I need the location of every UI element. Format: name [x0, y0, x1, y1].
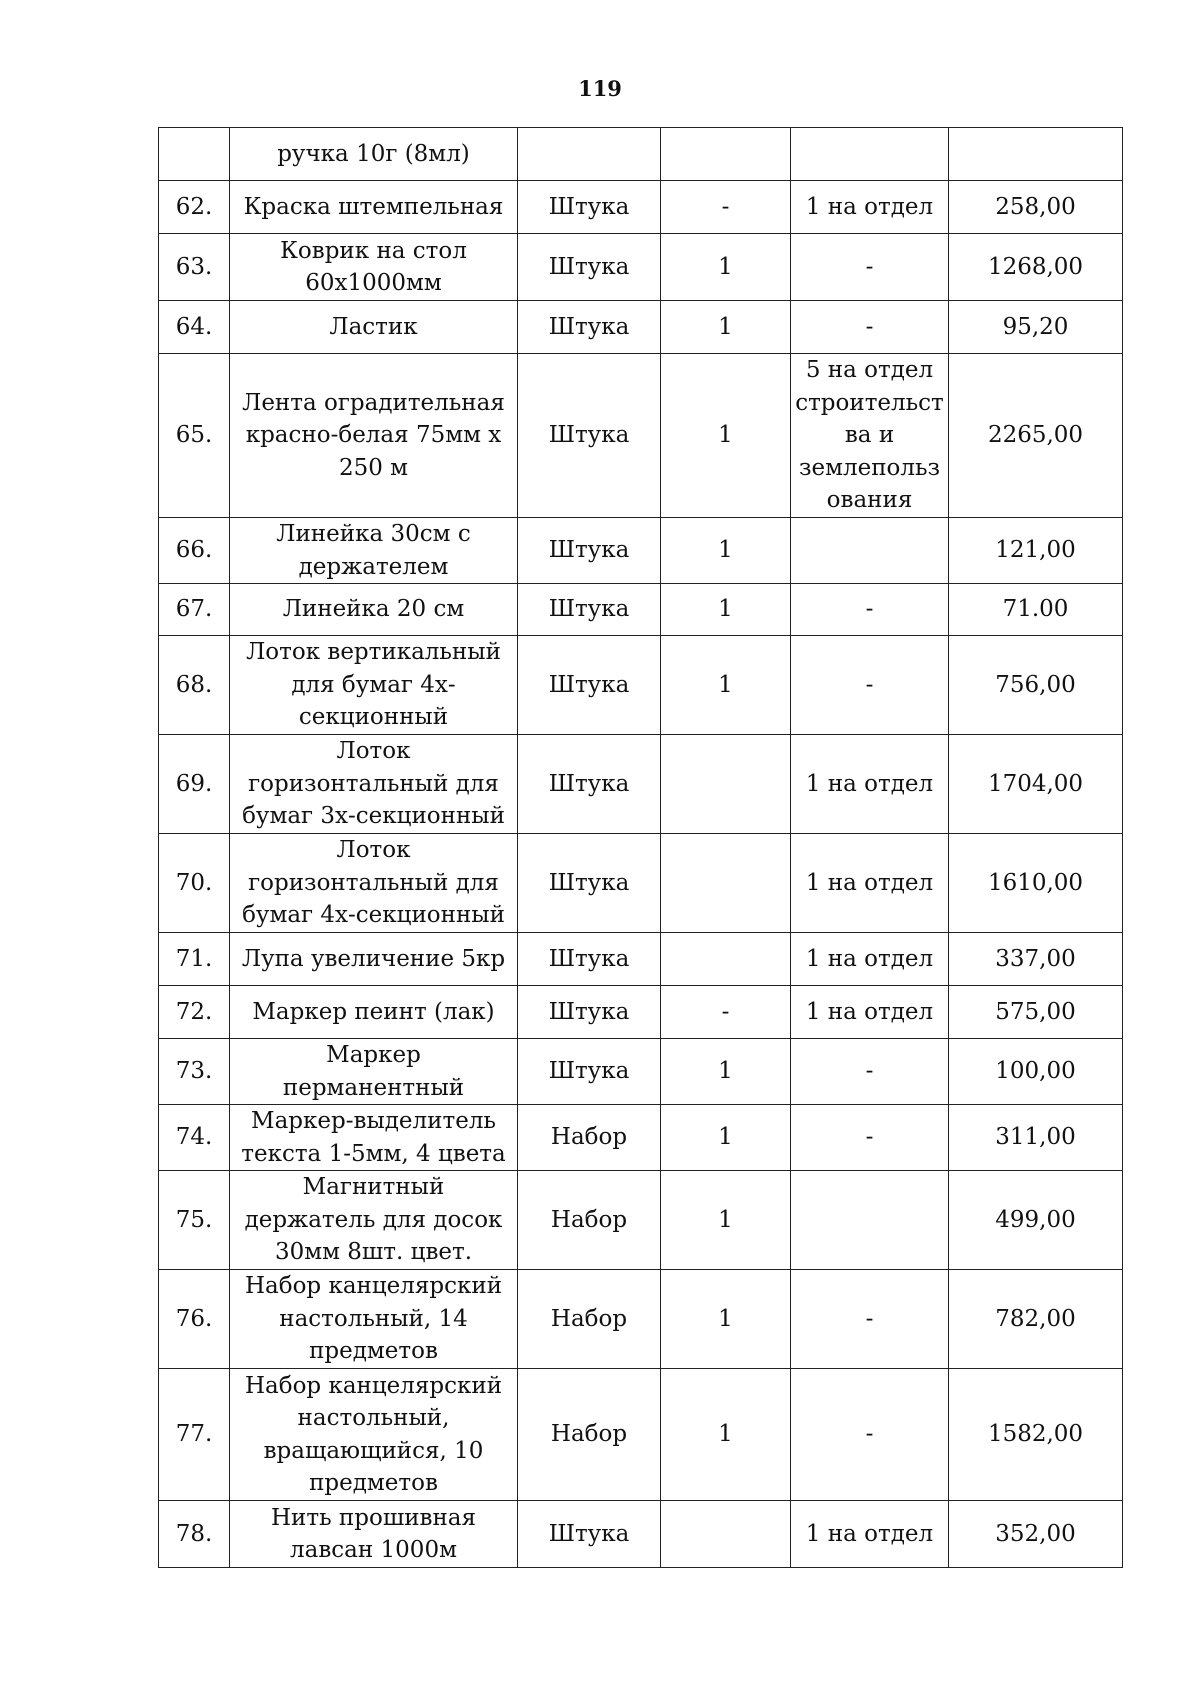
- per-dept-cell: -: [791, 1369, 949, 1501]
- price-cell: 499,00: [949, 1171, 1123, 1270]
- supplies-table-body: [159, 128, 1123, 1568]
- row-number-cell: 71.: [159, 933, 230, 986]
- per-dept-cell: 1 на отдел: [791, 986, 949, 1039]
- unit-cell: Штука: [518, 735, 661, 834]
- price-cell: 1268,00: [949, 234, 1123, 301]
- quantity-cell: 1: [661, 518, 791, 584]
- price-cell: 1704,00: [949, 735, 1123, 834]
- unit-cell: Штука: [518, 181, 661, 234]
- item-name-cell: Лоток вертикальный для бумаг 4х-секционный: [230, 636, 518, 735]
- unit-cell: Штука: [518, 584, 661, 636]
- row-number-cell: 65.: [159, 354, 230, 518]
- quantity-cell: 1: [661, 1039, 791, 1105]
- quantity-cell: -: [661, 986, 791, 1039]
- row-number-cell: 68.: [159, 636, 230, 735]
- item-name-cell: Коврик на стол 60х1000мм: [230, 234, 518, 301]
- table-row: [159, 834, 1123, 933]
- row-number-cell: 74.: [159, 1105, 230, 1171]
- table-row: [159, 301, 1123, 354]
- price-cell: 575,00: [949, 986, 1123, 1039]
- price-cell: 258,00: [949, 181, 1123, 234]
- per-dept-cell: -: [791, 584, 949, 636]
- unit-cell: Набор: [518, 1270, 661, 1369]
- per-dept-cell: 1 на отдел: [791, 933, 949, 986]
- row-number-cell: 73.: [159, 1039, 230, 1105]
- table-row: [159, 584, 1123, 636]
- per-dept-cell: -: [791, 1039, 949, 1105]
- per-dept-cell: 1 на отдел: [791, 834, 949, 933]
- row-number-cell: 72.: [159, 986, 230, 1039]
- row-number-cell: 69.: [159, 735, 230, 834]
- unit-cell: Штука: [518, 636, 661, 735]
- unit-cell: [518, 128, 661, 181]
- item-name-cell: Маркер перманентный: [230, 1039, 518, 1105]
- per-dept-cell: -: [791, 301, 949, 354]
- per-dept-cell: -: [791, 1270, 949, 1369]
- row-number-cell: 66.: [159, 518, 230, 584]
- quantity-cell: 1: [661, 301, 791, 354]
- row-number-cell: 70.: [159, 834, 230, 933]
- row-number-cell: 67.: [159, 584, 230, 636]
- quantity-cell: [661, 933, 791, 986]
- item-name-cell: Линейка 20 см: [230, 584, 518, 636]
- row-number-cell: 77.: [159, 1369, 230, 1501]
- price-cell: 352,00: [949, 1501, 1123, 1568]
- page-number: 119: [578, 76, 622, 101]
- price-cell: [949, 128, 1123, 181]
- table-row: [159, 234, 1123, 301]
- table-row: [159, 636, 1123, 735]
- row-number-cell: 62.: [159, 181, 230, 234]
- item-name-cell: Магнитный держатель для досок 30мм 8шт. цвет.: [230, 1171, 518, 1270]
- price-cell: 337,00: [949, 933, 1123, 986]
- quantity-cell: 1: [661, 1270, 791, 1369]
- row-number-cell: [159, 128, 230, 181]
- item-name-cell: Ластик: [230, 301, 518, 354]
- row-number-cell: 78.: [159, 1501, 230, 1568]
- per-dept-cell: -: [791, 636, 949, 735]
- table-row: [159, 986, 1123, 1039]
- row-number-cell: 76.: [159, 1270, 230, 1369]
- unit-cell: Штука: [518, 518, 661, 584]
- per-dept-cell: [791, 1171, 949, 1270]
- price-cell: 756,00: [949, 636, 1123, 735]
- quantity-cell: [661, 1501, 791, 1568]
- item-name-cell: Маркер-выделитель текста 1-5мм, 4 цвета: [230, 1105, 518, 1171]
- per-dept-cell: 1 на отдел: [791, 1501, 949, 1568]
- quantity-cell: -: [661, 181, 791, 234]
- item-name-cell: Лоток горизонтальный для бумаг 3х-секционный: [230, 735, 518, 834]
- quantity-cell: 1: [661, 354, 791, 518]
- table-row: [159, 1369, 1123, 1501]
- item-name-cell: Набор канцелярский настольный, вращающийся, 10 предметов: [230, 1369, 518, 1501]
- unit-cell: Штука: [518, 301, 661, 354]
- unit-cell: Набор: [518, 1105, 661, 1171]
- row-number-cell: 63.: [159, 234, 230, 301]
- table-row: [159, 128, 1123, 181]
- table-row: [159, 1501, 1123, 1568]
- price-cell: 121,00: [949, 518, 1123, 584]
- item-name-cell: ручка 10г (8мл): [230, 128, 518, 181]
- unit-cell: Штука: [518, 834, 661, 933]
- unit-cell: Штука: [518, 234, 661, 301]
- unit-cell: Набор: [518, 1369, 661, 1501]
- row-number-cell: 64.: [159, 301, 230, 354]
- price-cell: 95,20: [949, 301, 1123, 354]
- quantity-cell: 1: [661, 1369, 791, 1501]
- per-dept-cell: 5 на отдел строительства и землепользования: [791, 354, 949, 518]
- price-cell: 100,00: [949, 1039, 1123, 1105]
- price-cell: 2265,00: [949, 354, 1123, 518]
- quantity-cell: 1: [661, 1171, 791, 1270]
- unit-cell: Штука: [518, 933, 661, 986]
- table-row: [159, 1039, 1123, 1105]
- item-name-cell: Лупа увеличение 5кр: [230, 933, 518, 986]
- quantity-cell: 1: [661, 584, 791, 636]
- item-name-cell: Набор канцелярский настольный, 14 предметов: [230, 1270, 518, 1369]
- item-name-cell: Нить прошивная лавсан 1000м: [230, 1501, 518, 1568]
- per-dept-cell: 1 на отдел: [791, 735, 949, 834]
- unit-cell: Штука: [518, 1039, 661, 1105]
- item-name-cell: Линейка 30см с держателем: [230, 518, 518, 584]
- per-dept-cell: -: [791, 1105, 949, 1171]
- quantity-cell: [661, 834, 791, 933]
- price-cell: 311,00: [949, 1105, 1123, 1171]
- table-row: [159, 1171, 1123, 1270]
- table-row: [159, 354, 1123, 518]
- unit-cell: Штука: [518, 986, 661, 1039]
- quantity-cell: 1: [661, 1105, 791, 1171]
- table-row: [159, 735, 1123, 834]
- item-name-cell: Лоток горизонтальный для бумаг 4х-секционный: [230, 834, 518, 933]
- unit-cell: Штука: [518, 354, 661, 518]
- table-row: [159, 1105, 1123, 1171]
- item-name-cell: Маркер пеинт (лак): [230, 986, 518, 1039]
- price-cell: 71.00: [949, 584, 1123, 636]
- row-number-cell: 75.: [159, 1171, 230, 1270]
- table-row: [159, 1270, 1123, 1369]
- price-cell: 1582,00: [949, 1369, 1123, 1501]
- per-dept-cell: -: [791, 234, 949, 301]
- price-cell: 782,00: [949, 1270, 1123, 1369]
- quantity-cell: 1: [661, 636, 791, 735]
- item-name-cell: Краска штемпельная: [230, 181, 518, 234]
- supplies-table: [158, 127, 1123, 1568]
- table-row: [159, 518, 1123, 584]
- quantity-cell: [661, 735, 791, 834]
- unit-cell: Штука: [518, 1501, 661, 1568]
- unit-cell: Набор: [518, 1171, 661, 1270]
- table-row: [159, 181, 1123, 234]
- per-dept-cell: 1 на отдел: [791, 181, 949, 234]
- per-dept-cell: [791, 518, 949, 584]
- price-cell: 1610,00: [949, 834, 1123, 933]
- quantity-cell: [661, 128, 791, 181]
- item-name-cell: Лента оградительная красно-белая 75мм х 250 м: [230, 354, 518, 518]
- quantity-cell: 1: [661, 234, 791, 301]
- per-dept-cell: [791, 128, 949, 181]
- table-row: [159, 933, 1123, 986]
